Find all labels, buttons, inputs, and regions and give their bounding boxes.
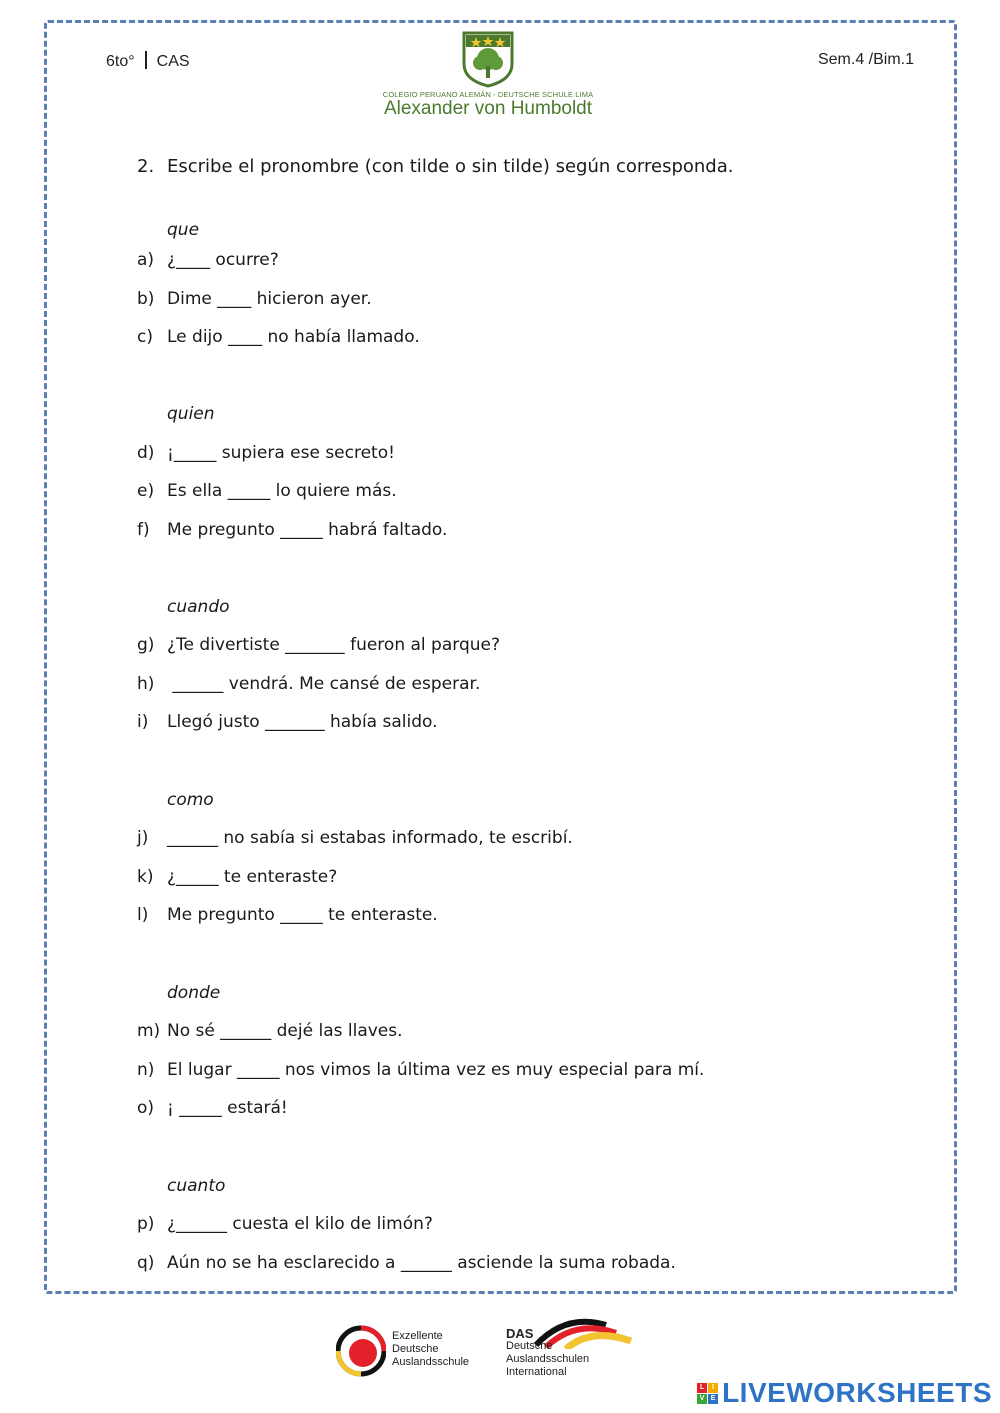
item-label: i): [137, 712, 149, 732]
item-text: ¡ _____ estará!: [167, 1098, 288, 1118]
school-crest-icon: [461, 30, 515, 88]
item-label: f): [137, 520, 150, 540]
item-text: El lugar _____ nos vimos la última vez es muy especial para mí.: [167, 1060, 705, 1080]
item-label: p): [137, 1214, 155, 1234]
item-text: Aún no se ha esclarecido a ______ asciende la suma robada.: [167, 1253, 676, 1273]
item-text: Me pregunto _____ te enteraste.: [167, 905, 438, 925]
exercise-item: [137, 1021, 403, 1041]
exercise-item: [137, 828, 573, 848]
exercise-item: [137, 443, 395, 463]
excellence-line: Auslandsschule: [392, 1356, 470, 1368]
exercise-item: [137, 867, 337, 887]
exercise-item: [137, 635, 500, 655]
item-text: ¿_____ te enteraste?: [167, 867, 338, 887]
exercise-item: [137, 289, 372, 309]
instruction-text: Escribe el pronombre (con tilde o sin tilde) según corresponda.: [167, 156, 734, 177]
excellence-line: Deutsche: [392, 1343, 439, 1355]
excellence-seal-icon: [336, 1323, 386, 1379]
school-logo: [372, 30, 604, 119]
exercise-item: [137, 1253, 676, 1273]
footer-logos: [336, 1315, 636, 1385]
subject: CAS: [156, 53, 190, 70]
exercise-item: [137, 674, 480, 694]
item-text: ¿____ ocurre?: [167, 250, 279, 270]
exercise-item: [137, 481, 397, 501]
exercise-number: 2.: [137, 156, 155, 177]
school-subtitle: COLEGIO PERUANO ALEMÁN - DEUTSCHE SCHULE LIMA: [382, 90, 594, 99]
item-label: e): [137, 481, 155, 501]
item-text: Dime ____ hicieron ayer.: [167, 289, 372, 309]
item-text: ¡_____ supiera ese secreto!: [167, 443, 395, 463]
grade-subject: [106, 51, 190, 71]
section-word: que: [167, 220, 200, 240]
exercise-item: [137, 712, 438, 732]
item-text: Le dijo ____ no había llamado.: [167, 327, 420, 347]
item-label: j): [137, 828, 149, 848]
exercise-item: [137, 250, 279, 270]
exercise-item: [137, 1098, 288, 1118]
section-word: como: [167, 790, 214, 810]
item-label: q): [137, 1253, 155, 1273]
item-text: ¿______ cuesta el kilo de limón?: [167, 1214, 433, 1234]
brand-block: L: [697, 1383, 707, 1393]
excellence-text: [392, 1330, 469, 1369]
item-label: a): [137, 250, 155, 270]
item-text: ______ no sabía si estabas informado, te escribí.: [167, 828, 573, 848]
week-label: Sem.4 /Bim.1: [817, 51, 914, 68]
exercise-item: [137, 520, 447, 540]
grade: 6to°: [106, 53, 135, 70]
section-word: cuanto: [167, 1176, 226, 1196]
exercise-instruction: [137, 156, 733, 177]
section-word: quien: [167, 404, 215, 424]
das-line: Deutsche Auslandsschulen: [506, 1340, 590, 1365]
brand-blocks-icon: [697, 1383, 718, 1404]
item-text: Llegó justo _______ había salido.: [167, 712, 438, 732]
item-text: Es ella _____ lo quiere más.: [167, 481, 397, 501]
exercise-item: [137, 1214, 433, 1234]
item-label: k): [137, 867, 154, 887]
exercise-item: [137, 905, 438, 925]
exercise-item: [137, 327, 420, 347]
brand-block: I: [708, 1383, 718, 1393]
item-text: Me pregunto _____ habrá faltado.: [167, 520, 448, 540]
item-label: l): [137, 905, 149, 925]
item-label: n): [137, 1060, 155, 1080]
item-text: ______ vendrá. Me cansé de esperar.: [167, 674, 481, 694]
das-label: DAS: [506, 1326, 534, 1341]
school-name: Alexander von Humboldt: [383, 98, 593, 119]
item-text: No sé ______ dejé las llaves.: [167, 1021, 403, 1041]
brand-name: LIVEWORKSHEETS: [722, 1377, 992, 1408]
das-text: [506, 1327, 636, 1379]
item-label: h): [137, 674, 155, 694]
brand-block: V: [697, 1394, 707, 1404]
separator: [145, 51, 147, 69]
item-text: ¿Te divertiste _______ fueron al parque?: [167, 635, 500, 655]
item-label: o): [137, 1098, 155, 1118]
liveworksheets-brand: [697, 1377, 992, 1409]
exercise-item: [137, 1060, 704, 1080]
item-label: m): [137, 1021, 161, 1041]
item-label: d): [137, 443, 155, 463]
das-line: International: [506, 1366, 567, 1378]
section-word: cuando: [167, 597, 230, 617]
brand-block: E: [708, 1394, 718, 1404]
excellence-line: Exzellente: [392, 1330, 443, 1342]
item-label: g): [137, 635, 155, 655]
section-word: donde: [167, 983, 221, 1003]
item-label: c): [137, 327, 153, 347]
item-label: b): [137, 289, 155, 309]
